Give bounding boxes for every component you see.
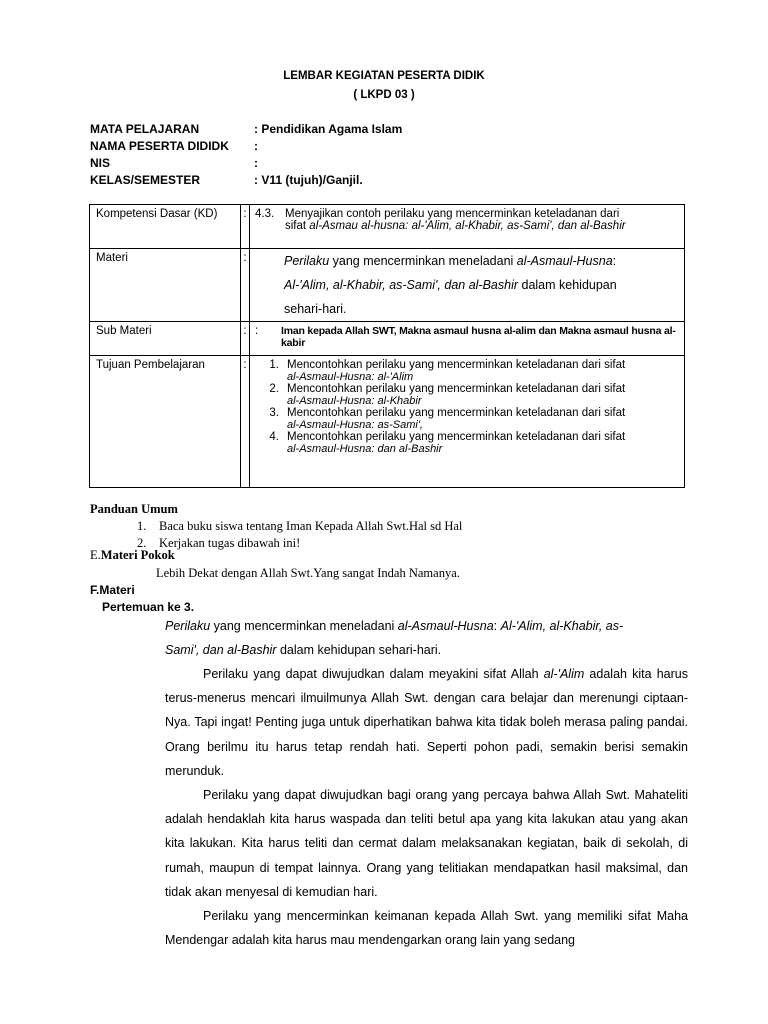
identity-value: : V11 (tujuh)/Ganjil. xyxy=(254,173,363,187)
identity-row-mata-pelajaran xyxy=(90,122,402,136)
list-item-sub: al-Asmaul-Husna: as-Sami', xyxy=(287,419,423,431)
intro-text: : xyxy=(493,619,501,633)
list-item xyxy=(255,431,679,455)
paragraph xyxy=(165,783,688,904)
sub-materi-line2: kabir xyxy=(281,337,306,349)
list-item-number: 3. xyxy=(269,407,279,419)
sub-materi-sep: : xyxy=(241,322,250,356)
list-item xyxy=(255,383,679,407)
f-materi-heading: F.Materi xyxy=(90,583,135,597)
list-item xyxy=(255,407,679,431)
identity-value: : Pendidikan Agama Islam xyxy=(254,122,403,136)
list-item-sub: al-Asmaul-Husna: al-'Alim xyxy=(287,371,414,383)
materi-pokok-prefix: E. xyxy=(90,548,101,562)
list-item-text: Mencontohkan perilaku yang mencerminkan keteladanan dari sifat xyxy=(287,407,626,419)
materi-line2-text: dalam kehidupan xyxy=(518,278,617,292)
kd-table xyxy=(89,204,685,488)
materi-label: Materi xyxy=(90,249,241,322)
identity-row-kelas xyxy=(90,173,363,187)
panduan-heading: Panduan Umum xyxy=(90,502,178,516)
paragraph-text: adalah kita harus terus-menerus mencari ilmuilmunya Allah Swt. dengan cara belajar dan merenungi ciptaan-Nya. Tapi ingat! Penting juga untuk diperhatikan bahwa kita tidak boleh merasa paling pandai. Orang berilmu itu harus tetap rendah hati. Seperti pohon padi, semakin berisi semakin merunduk. xyxy=(165,667,688,778)
list-item-text: Mencontohkan perilaku yang mencerminkan keteladanan dari sifat xyxy=(287,383,626,395)
tujuan-label: Tujuan Pembelajaran xyxy=(90,356,241,488)
materi-italic: Perilaku xyxy=(284,254,330,268)
sub-materi-label: Sub Materi xyxy=(90,322,241,356)
identity-label: KELAS/SEMESTER xyxy=(90,173,201,187)
materi-line3: sehari-hari. xyxy=(284,302,347,316)
intro-text: yang mencerminkan meneladani xyxy=(210,619,398,633)
kd-content xyxy=(250,205,685,249)
table-row-tujuan xyxy=(90,356,685,488)
paragraph-text: Perilaku yang dapat diwujudkan dalam meyakini sifat Allah xyxy=(203,667,544,681)
materi-italic2: al-Asmaul-Husna xyxy=(516,254,613,268)
sub-materi-content xyxy=(250,322,685,356)
kd-text-b: sifat xyxy=(285,220,307,232)
list-item xyxy=(137,519,462,534)
list-item-number: 2. xyxy=(137,536,147,550)
paragraph xyxy=(165,662,688,783)
paragraph-italic: al-'Alim xyxy=(543,667,585,681)
tujuan-content xyxy=(250,356,685,488)
materi-pokok-text: Lebih Dekat dengan Allah Swt.Yang sangat Indah Namanya. xyxy=(156,566,460,580)
table-row-materi xyxy=(90,249,685,322)
list-item-text: Mencontohkan perilaku yang mencerminkan keteladanan dari sifat xyxy=(287,359,626,371)
document-subtitle: ( LKPD 03 ) xyxy=(353,89,415,101)
materi-pokok-heading xyxy=(90,548,175,563)
intro-italic: Perilaku xyxy=(165,619,211,633)
identity-value: : xyxy=(254,139,258,153)
list-item-number: 2. xyxy=(269,383,279,395)
materi-pokok-title: Materi Pokok xyxy=(100,548,175,562)
list-item-number: 1. xyxy=(137,519,147,533)
list-item-number: 1. xyxy=(269,359,279,371)
intro-text: dalam kehidupan sehari-hari. xyxy=(276,643,442,657)
tujuan-sep: : xyxy=(241,356,250,488)
intro-italic: al-Asmaul-Husna xyxy=(397,619,494,633)
pertemuan-heading: Pertemuan ke 3. xyxy=(102,600,195,614)
kd-text: Menyajikan contoh perilaku yang mencerminkan keteladanan dari xyxy=(285,208,620,220)
list-item xyxy=(255,359,679,383)
kd-label: Kompetensi Dasar (KD) xyxy=(90,205,241,249)
paragraph-text: Perilaku yang dapat diwujudkan bagi orang yang percaya bahwa Allah Swt. Mahateliti adalah hendaklah kita harus waspada dan teliti betul apa yang kita lakukan atau yang akan kita lakukan. Kita harus teliti dan cermat dalam melaksanakan kegiatan, baik di sekolah, di rumah, maupun di tempat lainnya. Orang yang telitiakan mendapatkan hasil maksimal, dan tidak akan menyesal di kemudian hari. xyxy=(165,788,688,899)
list-item-text: Baca buku siswa tentang Iman Kepada Allah Swt.Hal sd Hal xyxy=(159,519,463,533)
paragraph-text: Perilaku yang mencerminkan keimanan kepada Allah Swt. yang memiliki sifat Maha Mendengar adalah kita harus mau mendengarkan orang lain yang sedang xyxy=(165,909,688,948)
list-item-sub: al-Asmaul-Husna: al-Khabir xyxy=(287,395,422,407)
paragraph xyxy=(165,904,688,952)
identity-row-nama xyxy=(90,139,258,153)
list-item-text: Mencontohkan perilaku yang mencerminkan keteladanan dari sifat xyxy=(287,431,626,443)
sub-materi-sep2: : xyxy=(255,325,259,337)
list-item-sub: al-Asmaul-Husna: dan al-Bashir xyxy=(287,443,443,455)
materi-sep: : xyxy=(241,249,250,322)
identity-label: NAMA PESERTA DIDIDK xyxy=(90,139,229,153)
list-item-number: 4. xyxy=(269,431,279,443)
document-title: LEMBAR KEGIATAN PESERTA DIDIK xyxy=(283,70,485,82)
kd-text-italic: al-Asmau al-husna: al-'Alim, al-Khabir, as-Sami', dan al-Bashir xyxy=(309,220,626,232)
identity-label: NIS xyxy=(90,156,111,170)
intro-italic: Al-'Alim, al-Khabir, as- xyxy=(500,619,624,633)
kd-sep: : xyxy=(241,205,250,249)
materi-text: yang mencerminkan meneladani xyxy=(329,254,517,268)
materi-line2-italic: Al-'Alim, al-Khabir, as-Sami', dan al-Bashir xyxy=(284,278,519,292)
identity-value: : xyxy=(254,156,258,170)
materi-intro xyxy=(165,614,688,662)
identity-label: MATA PELAJARAN xyxy=(90,122,200,136)
materi-content xyxy=(250,249,685,322)
table-row-sub-materi xyxy=(90,322,685,356)
kd-number: 4.3. xyxy=(255,208,275,220)
list-item-text: Kerjakan tugas dibawah ini! xyxy=(159,536,301,550)
sub-materi-line1: Iman kepada Allah SWT, Makna asmaul husna al-alim dan Makna asmaul husna al- xyxy=(281,325,676,337)
table-row-kd xyxy=(90,205,685,249)
materi-end: : xyxy=(612,254,617,268)
intro-italic: Sami', dan al-Bashir xyxy=(165,643,277,657)
identity-row-nis xyxy=(90,156,258,170)
